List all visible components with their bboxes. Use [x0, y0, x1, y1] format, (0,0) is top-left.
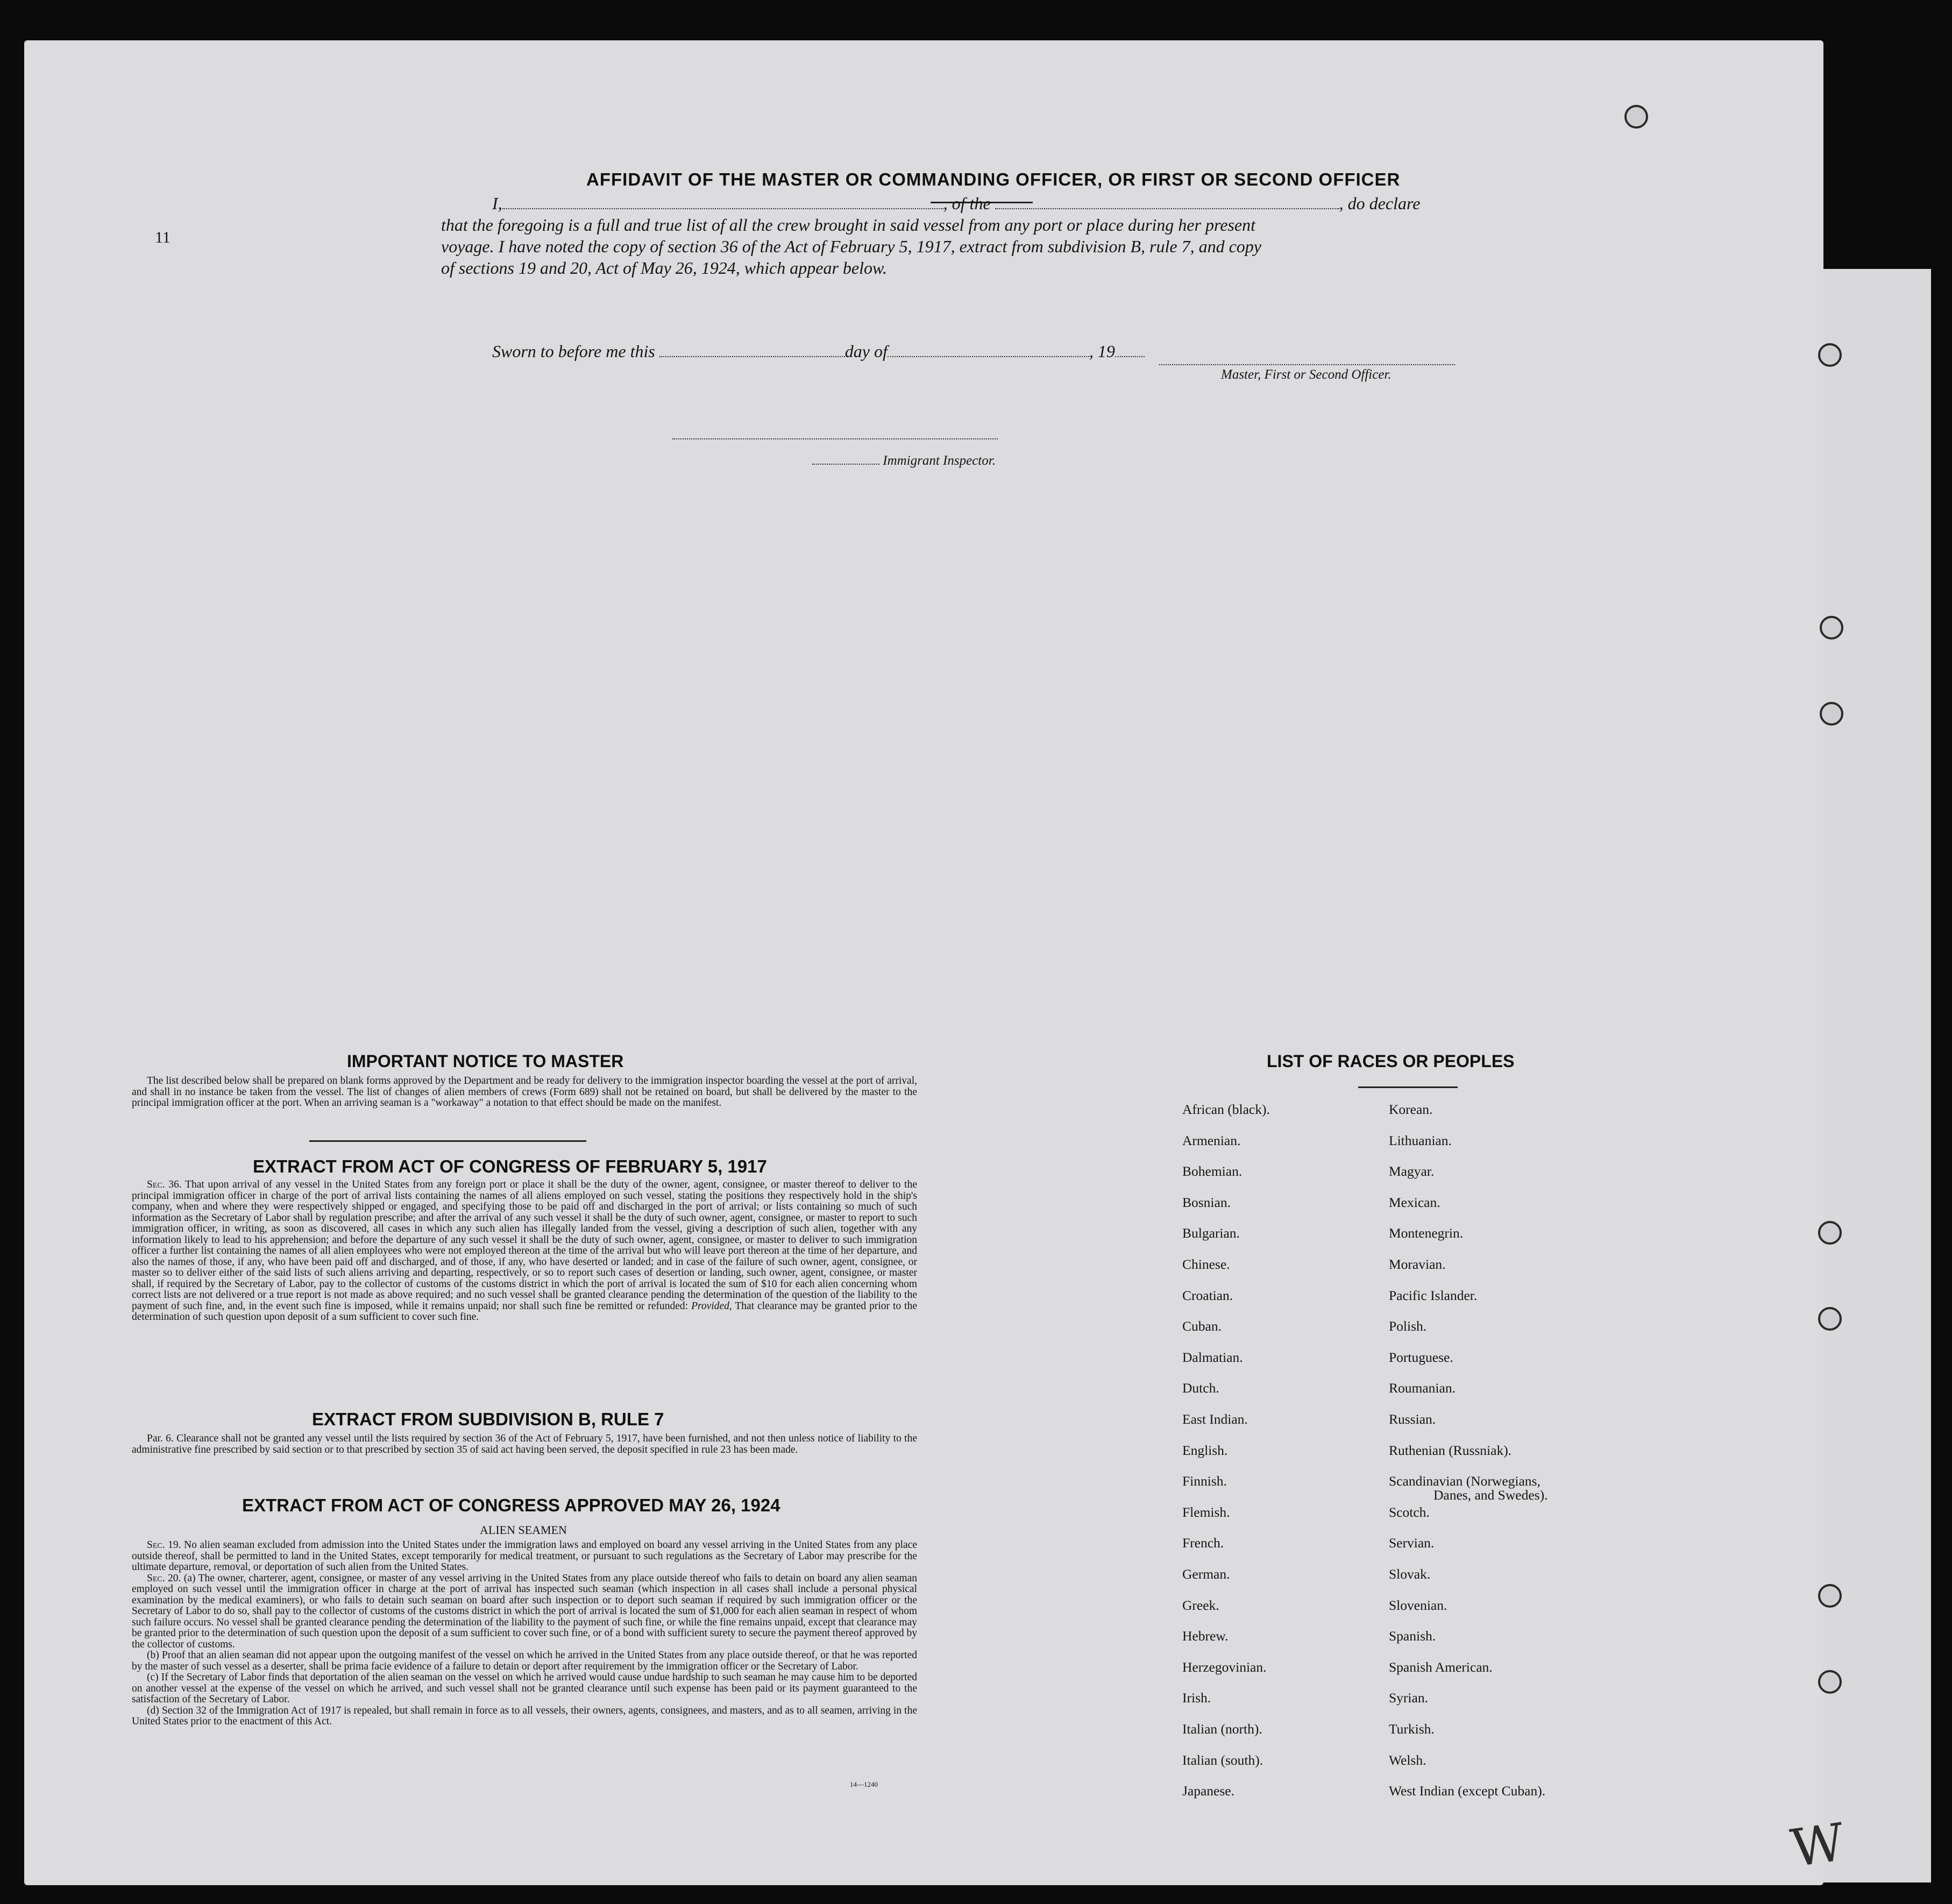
extract-1924-title: EXTRACT FROM ACT OF CONGRESS APPROVED MAY 26, 1924 [242, 1495, 780, 1515]
race-item: Syrian. [1389, 1690, 1428, 1706]
race-item: Hebrew. [1182, 1628, 1229, 1644]
race-item: Polish. [1389, 1318, 1427, 1334]
master-signature-line[interactable] [1159, 364, 1455, 365]
race-item: Bulgarian. [1182, 1225, 1240, 1241]
affidavit-line-2: that the foregoing is a full and true list of all the crew brought in said vessel from any port or place during her present [441, 215, 1255, 235]
race-item: Montenegrin. [1389, 1225, 1464, 1241]
master-label: Master, First or Second Officer. [1221, 367, 1392, 382]
sworn-month-field[interactable] [888, 344, 1089, 357]
race-item: Finnish. [1182, 1473, 1227, 1489]
extract-subdivision-b-body: Par. 6. Clearance shall not be granted any vessel until the lists required by section 36 of the Act of February 5, 1917, have been furnished, and not then unless notice of liability to the administrative fine prescribed by said section or to that prescribed by section 35 of said act having been served, the deposit specified in rule 23 has been made. [132, 1433, 917, 1455]
race-item: Slovenian. [1389, 1597, 1447, 1613]
form-sheet [24, 40, 1848, 1885]
binder-hole [1818, 1221, 1842, 1245]
race-item: German. [1182, 1566, 1230, 1582]
race-item: Slovak. [1389, 1566, 1431, 1582]
race-item: East Indian. [1182, 1411, 1248, 1427]
race-item: West Indian (except Cuban). [1389, 1783, 1546, 1799]
extract-1924-body: Sec. 19. No alien seaman excluded from admission into the United States under the immigration laws and employed on board any vessel arriving in the United States from any place outside thereof, shall be permitted to land in the United States, except temporarily for medical treatment, or pursuant to such regulations as the Secretary of Labor may prescribe for the ultimate departure, removal, or deportation of such alien from the United States. Sec. 20. (a) The owner, charterer, agent, consignee, or master of any vessel arriving in the United States from any place outside thereof who fails to detain on board any alien seaman employed on such vessel until the immigration officer in charge at the port of arrival has inspected such seaman (which inspection in all cases shall include a personal physical examination by the medical examiners), or who fails to detain such seaman on board after such inspection or to deport such seaman if required by such immigration officer or the Secretary of Labor to do so, shall pay to the collector of customs of the customs district in which the port of arrival is located the sum of $1,000 for each alien seaman in respect of whom such failure occurs. No vessel shall be granted clearance pending the determination of the liability to the payment of such fine, or while the fine remains unpaid, except that clearance may be granted prior to the determination of such question upon the deposit of a sum sufficient to cover such fine, or of a bond with sufficient surety to secure the payment thereof approved by the collector of customs. (b) Proof that an alien seaman did not appear upon the outgoing manifest of the vessel on which he arrived in the United States from any place outside thereof, or that he was reported by the master of such vessel as a deserter, shall be prima facie evidence of a failure to detain or deport after requirement by the immigration officer or the Secretary of Labor. (c) If the Secretary of Labor finds that deportation of the alien seaman on the vessel on which he arrived would cause undue hardship to such seaman he may cause him to be deported on another vessel at the expense of the vessel on which he arrived, and such vessel shall not be granted clearance until such expense has been paid or its payment guaranteed to the satisfaction of the Secretary of Labor. (d) Section 32 of the Immigration Act of 1917 is repealed, but shall remain in force as to all vessels, their owners, agents, consignees, and masters, and as to all seamen, arriving in the United States prior to the enactment of this Act. [132, 1539, 917, 1727]
race-item: Roumanian. [1389, 1380, 1456, 1396]
vessel-field[interactable] [995, 196, 1339, 209]
race-item: Magyar. [1389, 1163, 1435, 1180]
section-rule [309, 1140, 586, 1142]
race-item: Spanish. [1389, 1628, 1436, 1644]
race-item: Turkish. [1389, 1721, 1435, 1737]
page-mark: 11 [155, 229, 171, 246]
notice-title: IMPORTANT NOTICE TO MASTER [347, 1052, 624, 1071]
race-item: Lithuanian. [1389, 1132, 1452, 1148]
race-item: Welsh. [1389, 1752, 1426, 1768]
race-item: Pacific Islander. [1389, 1287, 1478, 1303]
race-item: Moravian. [1389, 1256, 1446, 1272]
race-item: English. [1182, 1442, 1228, 1458]
race-item: Japanese. [1182, 1783, 1234, 1799]
pencil-mark: W [1787, 1811, 1848, 1879]
race-item: Mexican. [1389, 1194, 1440, 1210]
binder-hole [1818, 1584, 1842, 1608]
alien-seamen-subtitle: ALIEN SEAMEN [480, 1523, 567, 1537]
race-item: French. [1182, 1535, 1224, 1551]
race-item: Scotch. [1389, 1504, 1430, 1520]
sworn-day-field[interactable] [659, 344, 845, 357]
races-title: LIST OF RACES OR PEOPLES [1267, 1052, 1515, 1071]
race-item: Irish. [1182, 1690, 1211, 1706]
race-item: Greek. [1182, 1597, 1219, 1613]
race-item: Russian. [1389, 1411, 1436, 1427]
sworn-line: Sworn to before me this day of , 19 [492, 342, 1145, 361]
affidavit-line-4: of sections 19 and 20, Act of May 26, 1924, which appear below. [441, 258, 887, 278]
race-item: Ruthenian (Russniak). [1389, 1442, 1512, 1458]
inspector-signature-line[interactable] [672, 438, 998, 439]
page-edge-tab [1823, 269, 1931, 1882]
binder-hole [1820, 702, 1843, 726]
binder-hole [1820, 616, 1843, 640]
race-item: Scandinavian (Norwegians, [1389, 1473, 1541, 1489]
extract-1917-title: EXTRACT FROM ACT OF CONGRESS OF FEBRUARY 5, 1917 [253, 1156, 767, 1176]
races-rule [1358, 1086, 1458, 1088]
race-item: Servian. [1389, 1535, 1435, 1551]
extract-1917-body: Sec. 36. That upon arrival of any vessel in the United States from any foreign port or place it shall be the duty of the owner, agent, consignee, or master thereof to deliver to the principal immigration officer in charge of the port of arrival lists containing the names of all aliens employed on such vessel, stating the positions they respectively hold in the ship's company, when and where they were respectively shipped or engaged, and specifying those to be paid off and discharged in the port of arrival; or lists containing so much of such information as the Secretary of Labor shall by regulation prescribe; and after the arrival of any such vessel it shall be the duty of such owner, agent, consignee, or master to report to such immigration officer, in writing, as soon as discovered, all cases in which any such alien has illegally landed from the vessel, giving a description of such alien, together with any information likely to lead to his apprehension; and before the departure of any such vessel it shall be the duty of such owner, agent, consignee, or master to deliver to such immigration officer a further list containing the names of all alien employees who were not employed thereon at the time of the arrival but who will leave port thereon at the time of her departure, and also the names of those, if any, who have been paid off and discharged, and of those, if any, who have deserted or landed; and in case of the failure of such owner, agent, consignee, or master so to deliver either of the said lists of such aliens arriving and departing, respectively, or so to report such cases of desertion or landing, such owner, agent, consignee, or master shall, if required by the Secretary of Labor, pay to the collector of customs of the customs district in which the port of arrival is located the sum of $10 for each alien concerning whom correct lists are not delivered or a true report is not made as above required; and no such vessel shall be granted clearance pending the determination of the question of the liability to the payment of such fine, and, in the event such fine is imposed, while it remains unpaid; nor shall such fine be remitted or refunded: Provided, That clearance may be granted prior to the determination of such question upon deposit of a sum sufficient to cover such fine. [132, 1179, 918, 1323]
race-item: Dutch. [1182, 1380, 1219, 1396]
sworn-year-field[interactable] [1115, 344, 1145, 357]
race-item: Portuguese. [1389, 1349, 1453, 1365]
inspector-label: Immigrant Inspector. [812, 453, 996, 468]
binder-hole [1624, 105, 1648, 129]
race-item: Flemish. [1182, 1504, 1230, 1520]
form-number: 14—1240 [850, 1780, 878, 1788]
race-item: Spanish American. [1389, 1659, 1493, 1675]
binder-hole [1818, 1307, 1842, 1331]
race-item: Chinese. [1182, 1256, 1230, 1272]
race-item: Croatian. [1182, 1287, 1233, 1303]
binder-hole [1818, 1670, 1842, 1694]
race-item: Bosnian. [1182, 1194, 1231, 1210]
race-item: Herzegovinian. [1182, 1659, 1267, 1675]
name-field[interactable] [502, 196, 943, 209]
affidavit-line-3: voyage. I have noted the copy of section 36 of the Act of February 5, 1917, extract from subdivision B, rule 7, and copy [441, 237, 1261, 256]
race-item: Bohemian. [1182, 1163, 1243, 1180]
race-item: Cuban. [1182, 1318, 1222, 1334]
affidavit-title: AFFIDAVIT OF THE MASTER OR COMMANDING OFFICER, OR FIRST OR SECOND OFFICER [586, 169, 1401, 189]
race-item: Dalmatian. [1182, 1349, 1243, 1365]
race-item: Armenian. [1182, 1132, 1241, 1148]
extract-subdivision-b-title: EXTRACT FROM SUBDIVISION B, RULE 7 [312, 1409, 664, 1429]
race-item: Italian (south). [1182, 1752, 1264, 1768]
notice-body: The list described below shall be prepared on blank forms approved by the Department and be ready for delivery to the immigration inspector boarding the vessel at the port of arrival, and shall in no instance be taken from the vessel. The list of changes of alien members of crews (Form 689) shall not be retained on board, but shall be delivered by the master to the principal immigration officer at the port. When an arriving seaman is a "workaway" a notation to that effect should be made on the manifest. [132, 1075, 917, 1109]
race-item: Korean. [1389, 1102, 1433, 1117]
affidavit-line-1: I, , of the , do declare [492, 194, 1421, 213]
race-item: Danes, and Swedes). [1433, 1487, 1548, 1503]
race-item: Italian (north). [1182, 1721, 1262, 1737]
binder-hole [1818, 343, 1842, 367]
race-item: African (black). [1182, 1102, 1270, 1117]
